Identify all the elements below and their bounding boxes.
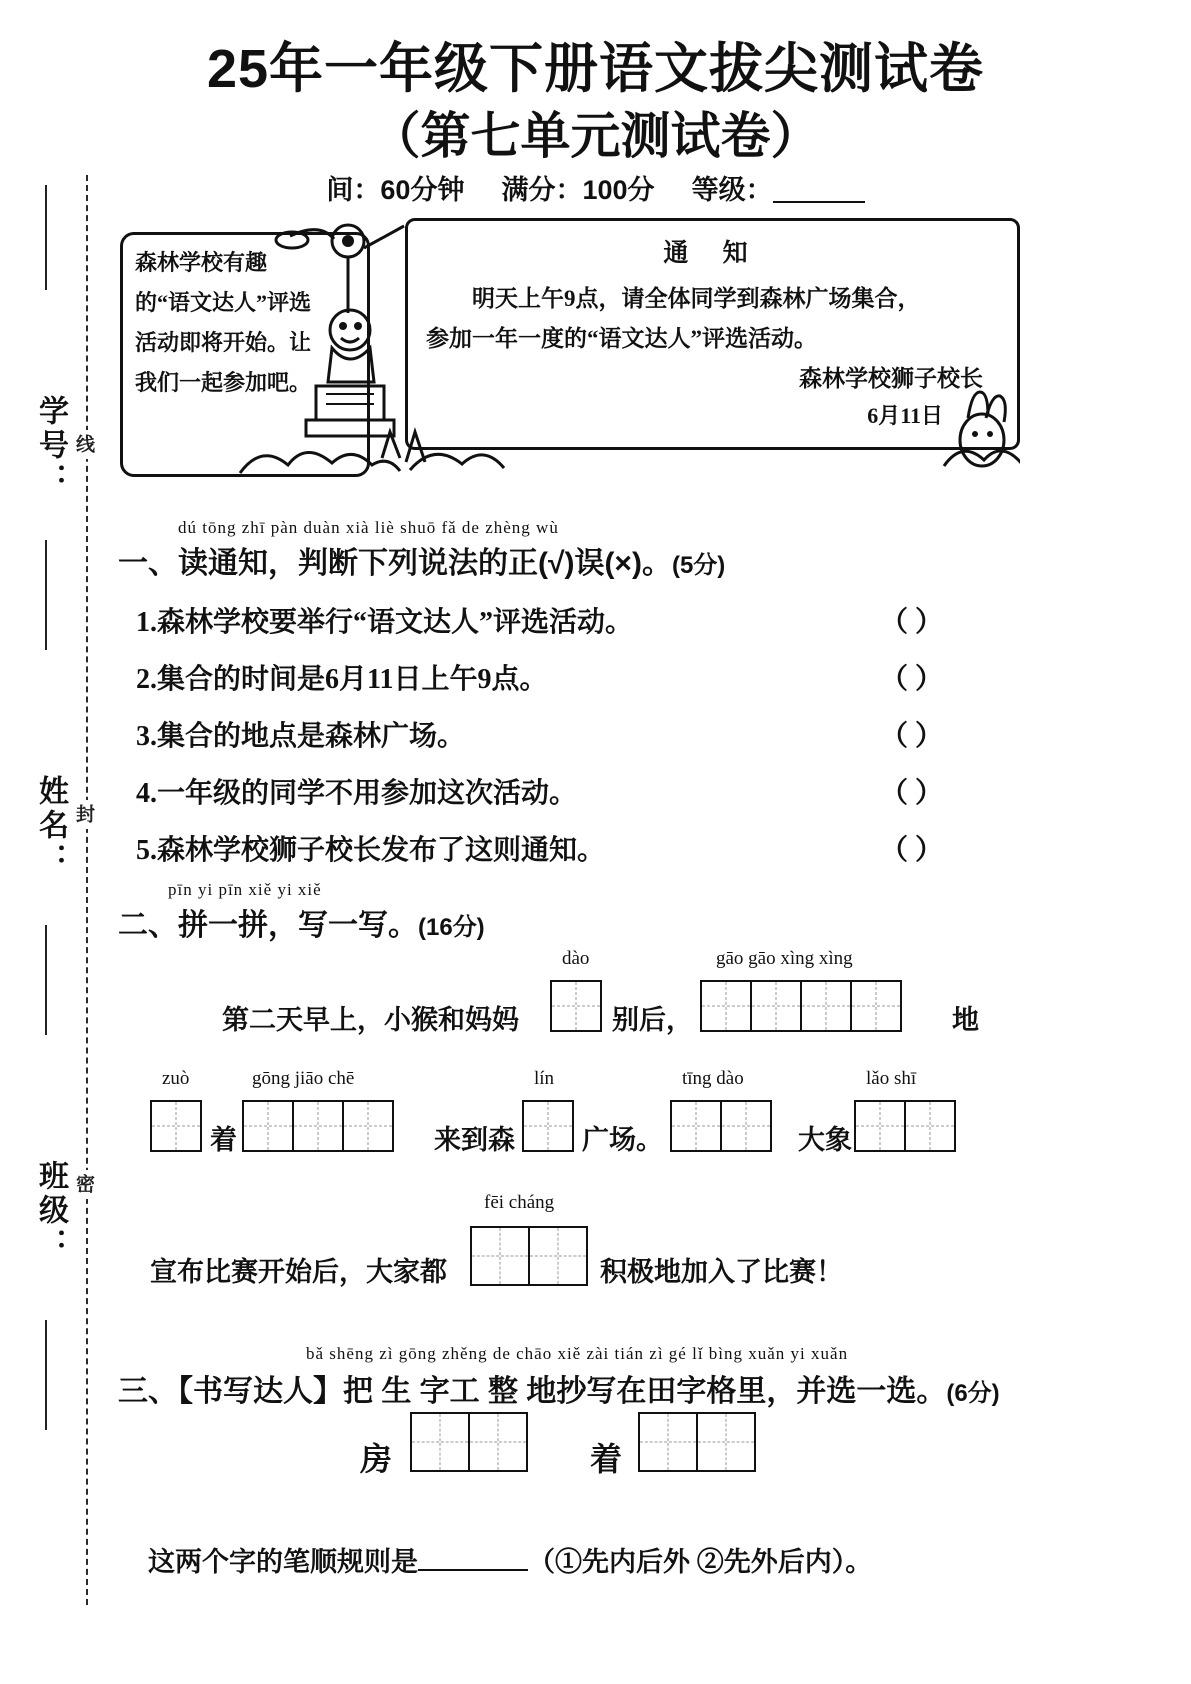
tianzige-cell[interactable]: [750, 980, 802, 1032]
section3-pinyin: bǎ shēng zì gōng zhěng de chāo xiě zài tián zì gé lǐ bìng xuǎn yi xuǎn: [306, 1344, 849, 1363]
section3-cells-2[interactable]: [638, 1412, 756, 1472]
section1-answer-3[interactable]: （ ）: [880, 721, 944, 752]
notice-line-2: 参加一年一度的“语文达人”评选活动。: [426, 326, 817, 351]
s2-line2-py3: lín: [534, 1068, 555, 1089]
section1-pinyin: dú tōng zhī pàn duàn xià liè shuō fǎ de zhèng wù: [178, 518, 559, 537]
section2-score: (16分): [418, 914, 485, 941]
notice-date: 6月11日: [867, 403, 943, 428]
margin-label-xuehao: 学号：: [34, 395, 67, 497]
section3-cells-1[interactable]: [410, 1412, 528, 1472]
left-margin-column: [0, 0, 110, 1684]
section3-score: (6分): [946, 1380, 1000, 1407]
meta-full-score: 满分：100分: [501, 175, 655, 205]
s2-line1-lead: 第二天早上，小猴和妈妈: [222, 1005, 519, 1035]
s2-line1-py2: gāo gāo xìng xìng: [716, 948, 853, 969]
section1-answer-1[interactable]: （ ）: [880, 607, 944, 638]
s2-line3-cells[interactable]: [470, 1226, 588, 1286]
margin-label-xingming: 姓名：: [34, 775, 67, 877]
page-title-line2: （第七单元测试卷）: [370, 108, 821, 164]
section1-item-2: 2.集合的时间是6月11日上午9点。: [136, 664, 548, 695]
s2-line2-t4: 大象: [798, 1125, 852, 1155]
section2-heading-text: 二、拼一拼，写一写。: [118, 909, 418, 942]
section1-item-3: 3.集合的地点是森林广场。: [136, 721, 466, 752]
tianzige-cell[interactable]: [410, 1412, 470, 1472]
tianzige-cell[interactable]: [700, 980, 752, 1032]
seal-dashed-line: [86, 175, 88, 1605]
s2-line1-mid: 别后，: [612, 1005, 693, 1035]
s2-line2-py2: gōng jiāo chē: [252, 1068, 355, 1089]
s2-line3-py: fēi cháng: [484, 1192, 555, 1213]
tianzige-cell[interactable]: [242, 1100, 294, 1152]
tianzige-cell[interactable]: [522, 1100, 574, 1152]
section3-heading-text: 三、【书写达人】把 生 字工 整 地抄写在田字格里，并选一选。: [118, 1375, 947, 1408]
tianzige-cell[interactable]: [904, 1100, 956, 1152]
section1-item-4: 4.一年级的同学不用参加这次活动。: [136, 778, 578, 809]
notice-title: 通 知: [663, 240, 762, 267]
s2-line1-cells-1[interactable]: [550, 980, 602, 1032]
section3-char-2: 着: [590, 1441, 623, 1477]
section3-options: （①先内后外 ②先外后内）。: [528, 1547, 873, 1577]
s2-line2-py1: zuò: [162, 1068, 190, 1089]
tianzige-cell[interactable]: [800, 980, 852, 1032]
s2-line2-cells-4[interactable]: [670, 1100, 772, 1152]
seal-word-xian: 线: [70, 430, 97, 459]
notice-box: [405, 218, 1020, 450]
speech-bubble: [120, 232, 370, 477]
tianzige-cell[interactable]: [468, 1412, 528, 1472]
section3-char-1: 房: [360, 1441, 393, 1477]
section1-item-5: 5.森林学校狮子校长发布了这则通知。: [136, 835, 606, 866]
tianzige-cell[interactable]: [342, 1100, 394, 1152]
section3-question-row: [148, 1540, 872, 1579]
meta-grade-label: 等级：: [691, 175, 773, 205]
tianzige-cell[interactable]: [292, 1100, 344, 1152]
s2-line1-py1: dào: [562, 948, 590, 969]
speech-line-3: 活动即将开始。让: [135, 330, 312, 355]
s2-line2-py4: tīng dào: [682, 1068, 744, 1089]
section1-answer-2[interactable]: （ ）: [880, 664, 944, 695]
section3-question-text: 这两个字的笔顺规则是: [148, 1547, 418, 1577]
tianzige-cell[interactable]: [638, 1412, 698, 1472]
section2-pinyin: pīn yi pīn xiě yi xiě: [168, 880, 322, 899]
section2-heading: [118, 900, 485, 944]
notice-signature: 森林学校狮子校长: [799, 366, 983, 391]
s2-line2-t2: 来到森: [434, 1125, 515, 1155]
seal-word-feng: 封: [70, 800, 97, 829]
margin-rule-4: [45, 1320, 47, 1430]
speech-line-1: 森林学校有趣: [135, 250, 268, 275]
s2-line2-t3: 广场。: [582, 1125, 663, 1155]
tianzige-cell[interactable]: [696, 1412, 756, 1472]
exam-meta: [0, 168, 1191, 207]
section1-item-1: 1.森林学校要举行“语文达人”评选活动。: [136, 607, 634, 638]
grade-blank[interactable]: [773, 201, 865, 203]
tianzige-cell[interactable]: [528, 1226, 588, 1286]
margin-rule-2: [45, 540, 47, 650]
s2-line3-tail: 积极地加入了比赛！: [600, 1257, 843, 1287]
s2-line2-cells-5[interactable]: [854, 1100, 956, 1152]
margin-rule-3: [45, 925, 47, 1035]
speech-line-2: 的“语文达人”评选: [135, 290, 312, 315]
s2-line2-cells-1[interactable]: [150, 1100, 202, 1152]
s2-line2-cells-3[interactable]: [522, 1100, 574, 1152]
s2-line2-py5: lǎo shī: [866, 1068, 917, 1089]
section1-answer-4[interactable]: （ ）: [880, 778, 944, 809]
section1-answer-5[interactable]: （ ）: [880, 835, 944, 866]
section3-answer-blank[interactable]: [418, 1569, 528, 1571]
tianzige-cell[interactable]: [670, 1100, 722, 1152]
section1-heading: [118, 538, 725, 582]
s2-line2-t1: 着: [210, 1125, 237, 1155]
margin-label-banji: 班级：: [34, 1160, 67, 1262]
page-title-line1: 25年一年级下册语文拔尖测试卷: [206, 39, 985, 99]
s2-line1-cells-2[interactable]: [700, 980, 902, 1032]
s2-line2-cells-2[interactable]: [242, 1100, 394, 1152]
section1-score: (5分): [671, 552, 726, 579]
s2-line1-tail: 地: [952, 1005, 979, 1035]
section3-heading: [118, 1366, 1000, 1410]
section1-heading-text: 一、读通知，判断下列说法的正(√)误(×)。: [118, 547, 672, 580]
meta-time: 间：60分钟: [326, 175, 465, 205]
tianzige-cell[interactable]: [850, 980, 902, 1032]
tianzige-cell[interactable]: [470, 1226, 530, 1286]
comic-notice-illustration: [120, 218, 1020, 488]
speech-line-4: 我们一起参加吧。: [135, 370, 312, 395]
seal-word-mi: 密: [70, 1170, 97, 1199]
notice-line-1: 明天上午9点，请全体同学到森林广场集合，: [472, 286, 921, 311]
tianzige-cell[interactable]: [854, 1100, 906, 1152]
tianzige-cell[interactable]: [150, 1100, 202, 1152]
tianzige-cell[interactable]: [550, 980, 602, 1032]
tianzige-cell[interactable]: [720, 1100, 772, 1152]
s2-line3-lead: 宣布比赛开始后，大家都: [150, 1257, 447, 1287]
